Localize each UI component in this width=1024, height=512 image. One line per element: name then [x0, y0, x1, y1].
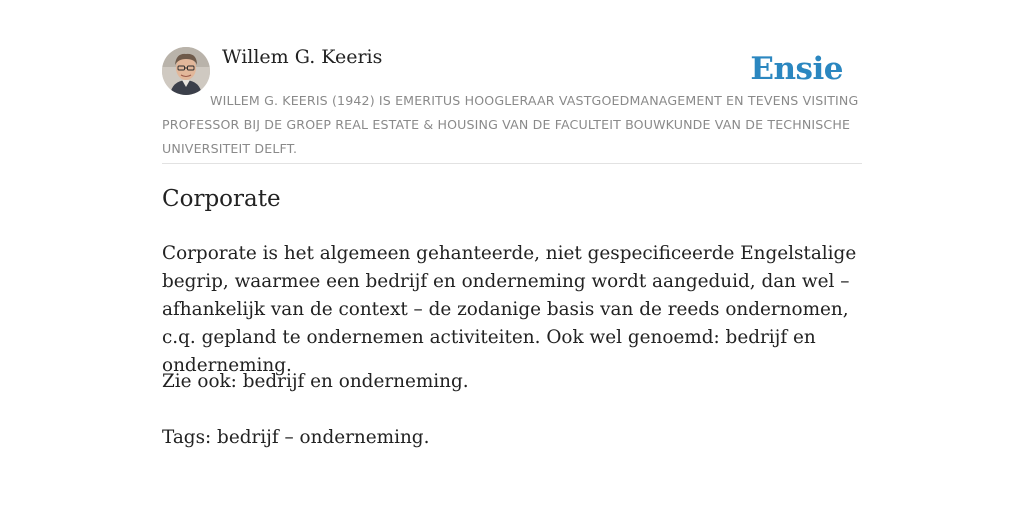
definition-text: Corporate is het algemeen gehanteerde, niet gespecificeerde Engelstalige begrip, waarmee een bedrijf en onderneming wordt aangeduid, dan wel – afhankelijk van de context – de zodanige basis van de reeds ondernomen, c.q. gepland te ondernemen activiteiten. Ook wel genoemd: bedrijf en onderneming. [162, 243, 857, 376]
article-body [162, 240, 874, 380]
header-divider [162, 163, 862, 164]
author-portrait-icon [162, 47, 210, 95]
author-avatar[interactable] [162, 47, 210, 95]
brand-logo[interactable]: Ensie [750, 51, 843, 87]
tags-text: Tags: bedrijf – onderneming. [162, 427, 430, 448]
page-title: Corporate [162, 186, 281, 212]
author-name[interactable]: Willem G. Keeris [222, 46, 383, 68]
author-bio: WILLEM G. KEERIS (1942) IS EMERITUS HOOGLERAAR VASTGOEDMANAGEMENT EN TEVENS VISITING PROFESSOR BIJ DE GROEP REAL ESTATE & HOUSING VAN DE FACULTEIT BOUWKUNDE VAN DE TECHNISCHE UNIVERSITEIT DELFT. [162, 93, 859, 156]
see-also-text: Zie ook: bedrijf en onderneming. [162, 371, 469, 392]
